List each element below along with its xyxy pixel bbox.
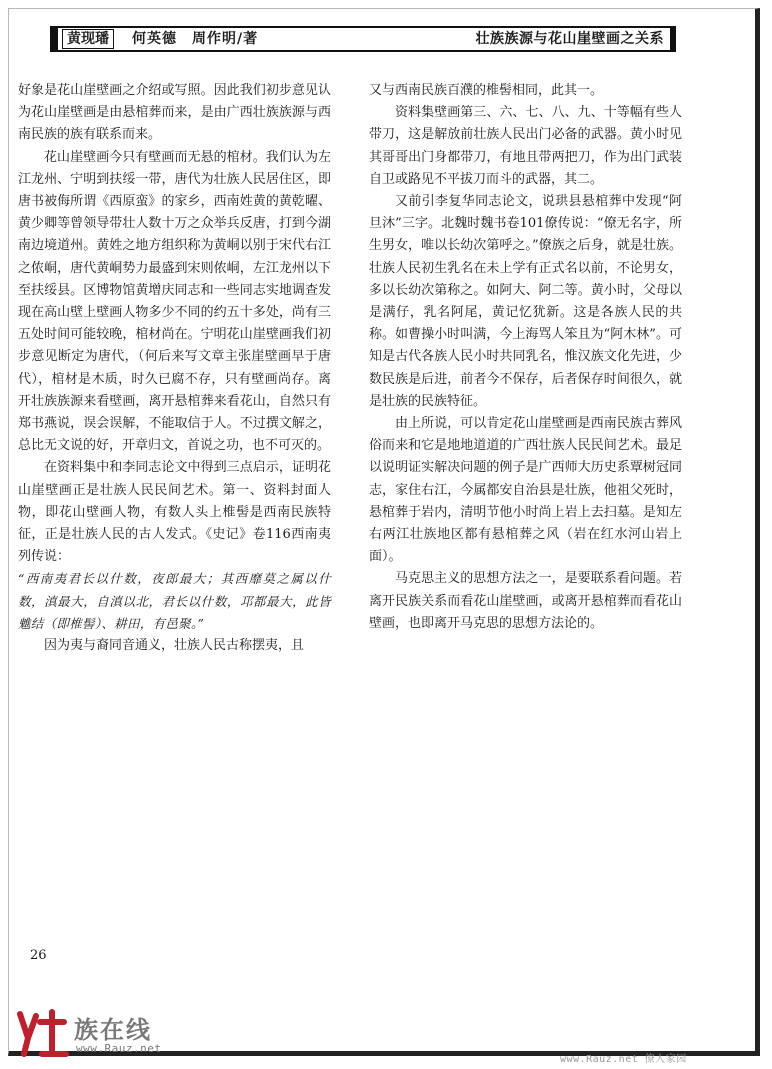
header-editor-name: 黄现璠 — [62, 29, 114, 49]
paragraph: 花山崖壁画今只有壁画而无悬的棺材。我们认为左江龙州、宁明到扶绥一带，唐代为壮族人民居住区，即唐书被侮所谓《西原蛮》的家乡，西南姓黄的黄乾曜、黄少卿等曾领导带壮人数十万之众举兵反唐，打到今湖南边境道州。黄姓之地方组织称为黄峒以别于宋代右江之侬峒，唐代黄峒势力最盛到宋则侬峒，左江龙州以下至扶绥县。区博物馆黄增庆同志和一些同志实地调查发现在高山壁上壁画人物多少不同的约五十多处，尚有三五处时间可能较晚，棺材尚在。宁明花山崖壁画我们初步意见断定为唐代，（何后来写文章主张崖壁画早于唐代），棺材是木质，时久已腐不存，只有壁画尚存。离开壮族族源来看壁画，离开悬棺葬来看花山，自然只有郑书燕说，误会误解，不能取信于人。不过撰文解之，总比无文说的好，开章归文，首说之功，也不可灭的。 — [18, 149, 331, 454]
paragraph: 由上所说，可以肯定花山崖壁画是西南民族古葬风俗而来和它是地地道道的广西壮族人民民间艺术。最足以说明证实解决问题的例子是广西师大历史系覃树冠同志，家住右江，今属都安自治县是壮族，他祖父死时，悬棺葬于岩内，清明节他小时尚上岩上去扫墓。是知左右两江壮族地区都有悬棺葬之风（岩在红水河山岩上面）。 — [369, 416, 682, 565]
watermark-site-name: 僚人家园 — [644, 1054, 687, 1065]
running-header — [50, 26, 676, 54]
paragraph: 马克思主义的思想方法之一，是要联系看问题。若离开民族关系而看花山崖壁画，或离开悬棺葬而看花山壁画，也即离开马克思的思想方法论的。 — [369, 571, 682, 631]
watermark-logo — [14, 1008, 194, 1060]
header-left-bar — [50, 26, 58, 52]
paragraph: 资料集壁画第三、六、七、八、九、十等幅有些人带刀，这是解放前壮族人民出门必备的武器。黄小时见其哥哥出门身都带刀，有地且带两把刀，作为出门武装自卫或路见不平拔刀而斗的武器，其二。 — [369, 105, 682, 187]
header-rule-top — [50, 26, 676, 28]
watermark-url-right-text: www.Rauz.net — [560, 1054, 639, 1065]
header-authors: 何英德 周作明/著 — [132, 31, 259, 47]
left-text-column — [18, 80, 331, 657]
header-rule-bottom — [50, 50, 676, 52]
paragraph: 又与西南民族百濮的椎髻相同，此其一。 — [369, 83, 604, 98]
watermark-logo-text: 族在线 — [74, 1016, 152, 1044]
header-right-bar — [670, 26, 676, 52]
watermark-url-right — [560, 1050, 687, 1065]
page-number: 26 — [30, 948, 47, 963]
paragraph: 在资料集中和李同志论文中得到三点启示，证明花山崖壁画正是壮族人民民间艺术。第一、资料封面人物，即花山壁画人物，有数人头上椎髻是西南民族特征，正是壮族人民的古人发式。《史记》卷116西南夷列传说： — [18, 460, 331, 565]
header-article-title: 壮族族源与花山崖壁画之关系 — [475, 31, 664, 47]
right-text-column — [369, 80, 682, 635]
watermark-url: www.Rauz.net — [76, 1042, 162, 1055]
zhuang-glyph-icon — [14, 1008, 70, 1060]
paragraph: 好象是花山崖壁画之介绍或写照。因此我们初步意见认为花山崖壁画是由悬棺葬而来，是由广西壮族族源与西南民族的族有联系而来。 — [18, 83, 331, 143]
paragraph: 又前引李复华同志论文，说珙县悬棺葬中发现“阿旦沐”三字。北魏时魏书卷101僚传说：“僚无名字，所生男女，唯以长幼次第呼之。”僚族之后身，就是壮族。壮族人民初生乳名在未上学有正式名以前，不论男女，多以长幼次第称之。如阿大、阿二等。黄小时，父母以是满仔，乳名阿尾，黄记忆犹新。这是各族人民的共称。如曹操小时叫满，今上海骂人笨且为“阿木林”。可知是古代各族人民小时共同乳名，惟汉族文化先进，少数民族是后进，前者今不保存，后者保存时间很久，就是壮族的民族特征。 — [369, 194, 682, 409]
block-quote: “西南夷君长以什数，夜郎最大；其西靡莫之属以什数，滇最大，自滇以北，君长以什数，邛都最大，此皆魋结（即椎髻）、耕田，有邑聚。” — [18, 571, 331, 631]
paragraph: 因为夷与裔同音通义，壮族人民古称摆夷，且 — [44, 638, 305, 654]
